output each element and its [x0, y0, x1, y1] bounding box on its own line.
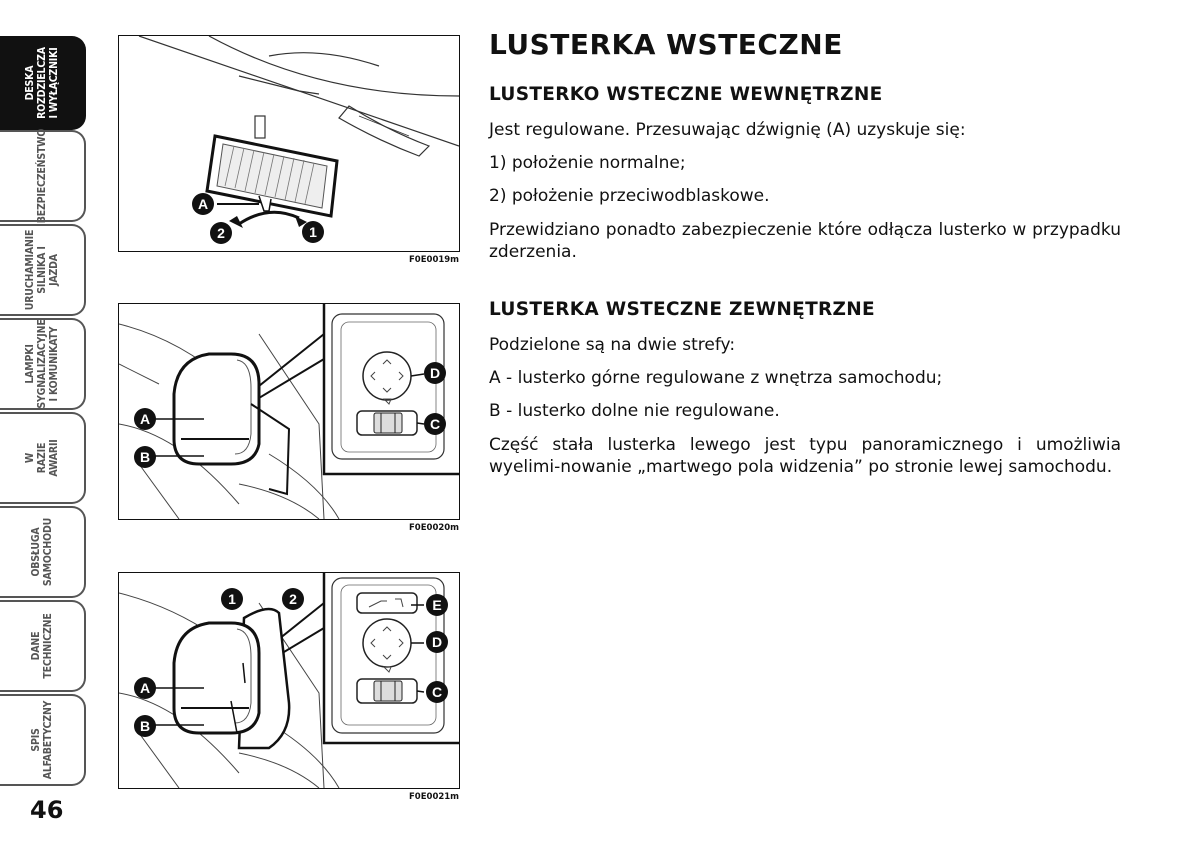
- list-item: 1) położenie normalne;: [489, 153, 686, 173]
- callout-a-label: A: [139, 411, 151, 427]
- callout-2-label: 2: [217, 225, 225, 241]
- figure-code: F0E0020m: [409, 523, 460, 533]
- figure-exterior-mirror-heated: [118, 572, 460, 789]
- list-item: A - lusterko górne regulowane z wnętrza samochodu;: [489, 368, 943, 388]
- list-item: 2) położenie przeciwodblaskowe.: [489, 186, 770, 206]
- callout-1-label: 1: [228, 591, 236, 607]
- figure-exterior-mirror: [118, 303, 460, 520]
- paragraph: Podzielone są na dwie strefy:: [489, 335, 736, 355]
- tab-label: DESKA ROZDZIELCZA I WYŁĄCZNIKI: [24, 47, 60, 119]
- tab-label: W RAZIE AWARII: [24, 439, 60, 477]
- tab-uruchamianie[interactable]: [0, 224, 86, 316]
- callout-c-label: C: [429, 416, 441, 432]
- tab-label: URUCHAMIANIE SILNIKA I JAZDA: [24, 229, 60, 311]
- page-title: LUSTERKA WSTECZNE: [489, 28, 843, 61]
- callout-d-label: D: [431, 634, 443, 650]
- section-heading-interior: LUSTERKO WSTECZNE WEWNĘTRZNE: [489, 84, 883, 105]
- tab-label: SPIS ALFABETYCZNY: [30, 700, 54, 780]
- page-number: 46: [30, 796, 64, 824]
- callout-a-label: A: [197, 196, 209, 212]
- callout-c-label: C: [431, 684, 443, 700]
- interior-mirror-illustration: [119, 36, 459, 251]
- exterior-mirror-heated-illustration: [119, 573, 459, 788]
- figure-interior-mirror: [118, 35, 460, 252]
- paragraph: Przewidziano ponadto zabezpieczenie które odłącza lusterko w przypadku zderzenia.: [489, 220, 1121, 262]
- callout-2-label: 2: [289, 591, 297, 607]
- callout-e-label: E: [432, 597, 442, 613]
- tab-label: OBSŁUGA SAMOCHODU: [30, 517, 54, 587]
- section-heading-exterior: LUSTERKA WSTECZNE ZEWNĘTRZNE: [489, 299, 875, 320]
- tab-deska-rozdzielcza[interactable]: [0, 36, 86, 130]
- tab-label: DANE TECHNICZNE: [30, 613, 54, 679]
- callout-a-label: A: [139, 680, 151, 696]
- tab-w-razie-awarii[interactable]: [0, 412, 86, 504]
- tab-dane-techniczne[interactable]: [0, 600, 86, 692]
- figure-code: F0E0019m: [409, 255, 460, 265]
- tab-obsluga[interactable]: [0, 506, 86, 598]
- tab-bezpieczenstwo[interactable]: [0, 130, 86, 222]
- callout-b-label: B: [139, 718, 151, 734]
- tab-lampki[interactable]: [0, 318, 86, 410]
- tab-spis[interactable]: [0, 694, 86, 786]
- paragraph: Jest regulowane. Przesuwając dźwignię (A) uzyskuje się:: [489, 120, 966, 140]
- callout-1-label: 1: [309, 224, 317, 240]
- list-item: B - lusterko dolne nie regulowane.: [489, 401, 780, 421]
- figure-code: F0E0021m: [409, 792, 460, 802]
- paragraph: Część stała lusterka lewego jest typu panoramicznego i umożliwia wyelimi-nowanie „martwego pola widzenia” po stronie lewej samochodu.: [489, 435, 1121, 477]
- callout-b-label: B: [139, 449, 151, 465]
- tab-label: LAMPKI SYGNALIZACYJNE I KOMUNIKATY: [24, 319, 60, 409]
- exterior-mirror-illustration: [119, 304, 459, 519]
- callout-d-label: D: [429, 365, 441, 381]
- tab-label: BEZPIECZEŃSTWO: [36, 128, 48, 224]
